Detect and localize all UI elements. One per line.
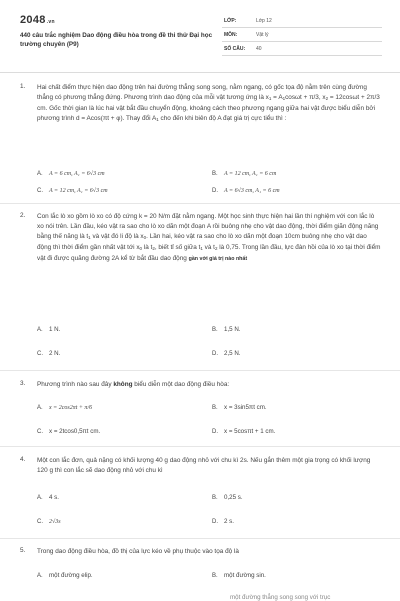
option-text: x = 2tcos0,5πt cm.: [49, 428, 101, 435]
question-divider: [0, 370, 400, 371]
option-letter: B.: [212, 405, 218, 411]
question-text: Con lắc lò xo gồm lò xo có độ cứng k = 20 N/m đặt nằm ngang. Một học sinh thực hiện hai lần thí nghiệm với con lắc lò xo nói trên. Lần đầu, kéo vật ra sao cho lò xo dãn một đoạn A rồi buông nhẹ cho vật dao động, thời điểm giãn động năng bằng thế năng là $t_1$ và vật đó li độ là $x_0$. Lần hai, kéo vật ra sao cho lò xo dãn một đoạn 10cm buông nhẹ cho vật dao động thì thời điểm gần nhất vật tới $x_0$ là $t_2$, biết tỉ số giữa $t_1$ và $t_2$ là 0,75. Trong lần đầu, lực đàn hồi của lò xo tại thời điểm vật đi được quãng đường 2A kể từ bắt đầu dao động gần với giá trị nào nhất: [37, 213, 381, 262]
meta-row-class: [222, 14, 382, 28]
option-a[interactable]: [37, 572, 93, 579]
option-text: 2 s.: [224, 518, 234, 525]
document-meta: [222, 14, 382, 56]
option-letter: C.: [37, 429, 43, 435]
option-c[interactable]: [37, 428, 100, 435]
document-header: [0, 0, 400, 68]
meta-value: 40: [256, 46, 262, 52]
logo-text: 2048: [20, 14, 46, 26]
meta-row-subject: [222, 28, 382, 42]
option-b[interactable]: [212, 404, 267, 411]
option-d[interactable]: [212, 428, 275, 435]
logo-suffix: .vn: [46, 19, 55, 25]
option-letter: A.: [37, 171, 43, 177]
option-text: A = 12 cm, A₁ = 6 cm: [224, 171, 277, 177]
option-letter: C.: [37, 519, 43, 525]
option-letter: B.: [212, 495, 218, 501]
option-text: x = 2cos2πt + π/6: [49, 405, 93, 411]
site-logo[interactable]: [20, 14, 55, 26]
option-c[interactable]: [37, 350, 60, 357]
question-divider: [0, 446, 400, 447]
option-letter: A.: [37, 327, 43, 333]
question-number: 3.: [20, 380, 26, 387]
option-letter: B.: [212, 171, 218, 177]
option-letter: D.: [212, 351, 218, 357]
option-a[interactable]: [37, 170, 105, 177]
option-text: 4 s.: [49, 494, 59, 501]
question-text: Trong dao động điều hòa, đồ thị của lực kéo về phụ thuộc vào tọa độ là: [37, 548, 239, 555]
option-b[interactable]: [212, 494, 243, 501]
meta-key: LỚP:: [224, 18, 237, 24]
meta-key: MÔN:: [224, 32, 238, 38]
option-b[interactable]: [212, 326, 241, 333]
option-b[interactable]: [212, 572, 266, 579]
question-number: 5.: [20, 547, 26, 554]
option-text: 0,25 s.: [224, 494, 243, 501]
option-text: x = 3sin5πt cm.: [224, 404, 267, 411]
option-text: một đường elip.: [49, 572, 93, 579]
option-letter: B.: [212, 327, 218, 333]
option-letter: D.: [212, 188, 218, 194]
option-text: 1,5 N.: [224, 326, 241, 333]
meta-value: Lớp 12: [256, 18, 272, 24]
option-letter: B.: [212, 573, 218, 579]
question-text: Phương trình nào sau đây không biểu diễn một dao động điều hòa:: [37, 381, 230, 388]
option-d[interactable]: [212, 350, 241, 357]
option-a[interactable]: [37, 326, 60, 333]
document-title: 440 câu trắc nghiệm Dao động điều hòa trong đề thi thử Đại học trường chuyên (P9): [20, 32, 213, 48]
option-b[interactable]: [212, 170, 276, 177]
question-number: 2.: [20, 212, 26, 219]
question-text: Một con lắc đơn, quả nặng có khối lượng 40 g dao động nhỏ với chu kì 2s. Nếu gắn thêm một gia trọng có khối lượng 120 g thì con lắc sẽ dao động nhỏ với chu kì: [37, 457, 371, 474]
option-letter: C.: [37, 188, 43, 194]
header-divider: [0, 72, 400, 73]
option-text: x = 5cosπt + 1 cm.: [224, 428, 276, 435]
option-letter: A.: [37, 495, 43, 501]
option-text: A = 6 cm, A₁ = 6√3 cm: [49, 171, 105, 177]
option-text: một đường sin.: [224, 572, 266, 579]
meta-key: SỐ CÂU:: [224, 46, 246, 52]
option-c[interactable]: [37, 187, 108, 194]
question-text: Hai chất điểm thực hiện dao động trên hai đường thẳng song song, nằm ngang, có gốc tọa độ nằm trên cùng đường thẳng có phương thẳng đứng. Phương trình dao động của mỗi vật tương ứng là $x_1 = A_1\cos\omega t + \pi/3$, $x_2 = 12\cos\omega t + 2\pi/3$ cm. Gốc thời gian là lúc hai vật bắt đầu chuyển động, khoảng cách theo phương ngang giữa hai vật được biểu diễn bởi phương trình d = Acos(πt + φ). Thay đổi $A_1$ cho đến khi biên độ A đạt giá trị cực tiểu thì :: [37, 84, 380, 122]
question-divider: [0, 538, 400, 539]
question-number: 1.: [20, 83, 26, 90]
option-c[interactable]: [37, 518, 61, 525]
option-letter: A.: [37, 573, 43, 579]
option-text: 2 N.: [49, 350, 61, 357]
option-text: A = 6√3 cm, A₁ = 6 cm: [224, 188, 280, 194]
meta-value: Vật lý: [256, 32, 269, 38]
option-letter: D.: [212, 519, 218, 525]
option-text: một đường thẳng song song với trục: [230, 594, 331, 601]
option-text: 2,5 N.: [224, 350, 241, 357]
option-a[interactable]: [37, 494, 59, 501]
option-text: 1 N.: [49, 326, 61, 333]
option-d[interactable]: [212, 518, 234, 525]
option-d[interactable]: [212, 187, 280, 194]
option-text: A = 12 cm, A₁ = 6√3 cm: [49, 188, 108, 194]
question-divider: [0, 203, 400, 204]
option-letter: A.: [37, 405, 43, 411]
option-letter: C.: [37, 351, 43, 357]
option-a[interactable]: [37, 404, 92, 411]
question-number: 4.: [20, 456, 26, 463]
option-letter: D.: [212, 429, 218, 435]
option-text: 2√3s: [49, 519, 61, 525]
meta-row-count: [222, 42, 382, 56]
